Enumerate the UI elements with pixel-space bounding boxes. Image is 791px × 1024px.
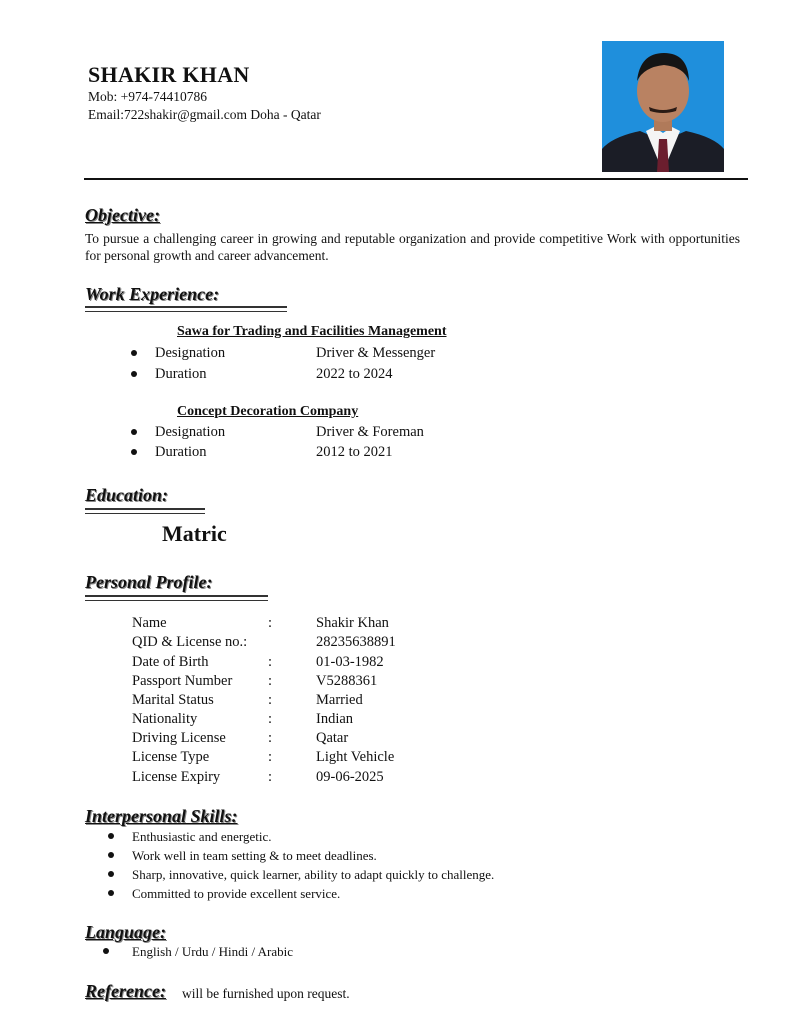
profile-label: QID & License no.: — [132, 634, 248, 650]
work-experience-heading-text: Work Experience: — [85, 284, 220, 304]
education-heading-text: Education: — [85, 485, 169, 505]
bullet-icon — [108, 852, 114, 858]
work-heading-underline — [85, 306, 287, 312]
profile-colon: : — [268, 711, 273, 727]
personal-profile-heading — [85, 572, 213, 593]
designation-value: Driver & Foreman — [316, 424, 424, 440]
skills-heading — [85, 806, 238, 827]
bullet-icon — [131, 371, 137, 377]
profile-value: 28235638891 — [316, 634, 396, 650]
profile-colon: : — [268, 615, 273, 631]
profile-value: 09-06-2025 — [316, 769, 384, 785]
education-degree: Matric — [162, 521, 227, 546]
profile-photo — [602, 41, 724, 172]
language-heading-text: Language: — [85, 922, 166, 942]
designation-value: Driver & Messenger — [316, 345, 436, 361]
objective-heading — [85, 205, 160, 226]
profile-value: 01-03-1982 — [316, 654, 384, 670]
bullet-icon — [131, 449, 137, 455]
company-name: Sawa for Trading and Facilities Management — [177, 324, 447, 339]
profile-value: Indian — [316, 711, 354, 727]
duration-label: Duration — [155, 366, 207, 382]
reference-text: will be furnished upon request. — [182, 986, 350, 1001]
profile-colon: : — [268, 749, 273, 765]
profile-colon: : — [268, 673, 273, 689]
profile-label: Driving License — [132, 730, 226, 746]
bullet-icon — [131, 350, 137, 356]
profile-value: Qatar — [316, 730, 349, 746]
profile-value: Married — [316, 692, 363, 708]
profile-value: Light Vehicle — [316, 749, 395, 765]
profile-value: Shakir Khan — [316, 615, 389, 631]
duration-label: Duration — [155, 444, 207, 460]
designation-label: Designation — [155, 345, 226, 361]
profile-label: License Expiry — [132, 769, 221, 785]
duration-value: 2012 to 2021 — [316, 444, 393, 460]
skill-item: Work well in team setting & to meet deadlines. — [132, 848, 377, 863]
work-experience-heading — [85, 284, 219, 305]
profile-colon: : — [268, 730, 273, 746]
header-divider — [84, 178, 748, 180]
profile-label: Passport Number — [132, 673, 233, 689]
objective-heading-text: Objective: — [85, 205, 160, 225]
profile-label: Marital Status — [132, 692, 214, 708]
email-location: Email:722shakir@gmail.com Doha - Qatar — [88, 107, 321, 122]
bullet-icon — [108, 833, 114, 839]
profile-label: Nationality — [132, 711, 198, 727]
language-item: English / Urdu / Hindi / Arabic — [132, 944, 294, 959]
profile-colon: : — [268, 654, 273, 670]
reference-heading-text: Reference: — [85, 981, 166, 1001]
candidate-name: SHAKIR KHAN — [88, 62, 250, 87]
personal-profile-heading-text: Personal Profile: — [85, 572, 213, 592]
bullet-icon — [103, 948, 109, 954]
skill-item: Enthusiastic and energetic. — [132, 829, 272, 844]
skills-heading-text: Interpersonal Skills: — [85, 806, 238, 826]
duration-value: 2022 to 2024 — [316, 366, 393, 382]
company-name: Concept Decoration Company — [177, 404, 359, 419]
skill-item: Sharp, innovative, quick learner, ability to adapt quickly to challenge. — [132, 867, 495, 882]
education-heading — [85, 485, 168, 506]
profile-label: License Type — [132, 749, 210, 765]
profile-heading-underline — [85, 595, 268, 601]
bullet-icon — [131, 429, 137, 435]
profile-colon: : — [268, 769, 273, 785]
language-heading — [85, 922, 166, 943]
bullet-icon — [108, 890, 114, 896]
education-heading-underline — [85, 508, 205, 514]
bullet-icon — [108, 871, 114, 877]
profile-colon: : — [268, 692, 273, 708]
skill-item: Committed to provide excellent service. — [132, 886, 341, 901]
profile-label: Date of Birth — [132, 654, 209, 670]
profile-value: V5288361 — [316, 673, 378, 689]
reference-heading — [85, 981, 166, 1002]
profile-label: Name — [132, 615, 167, 631]
mobile-number: Mob: +974-74410786 — [88, 89, 207, 104]
designation-label: Designation — [155, 424, 226, 440]
objective-text: To pursue a challenging career in growing and reputable organization and provide competitive Work with opportunities for personal growth and career advancement. — [85, 231, 740, 263]
